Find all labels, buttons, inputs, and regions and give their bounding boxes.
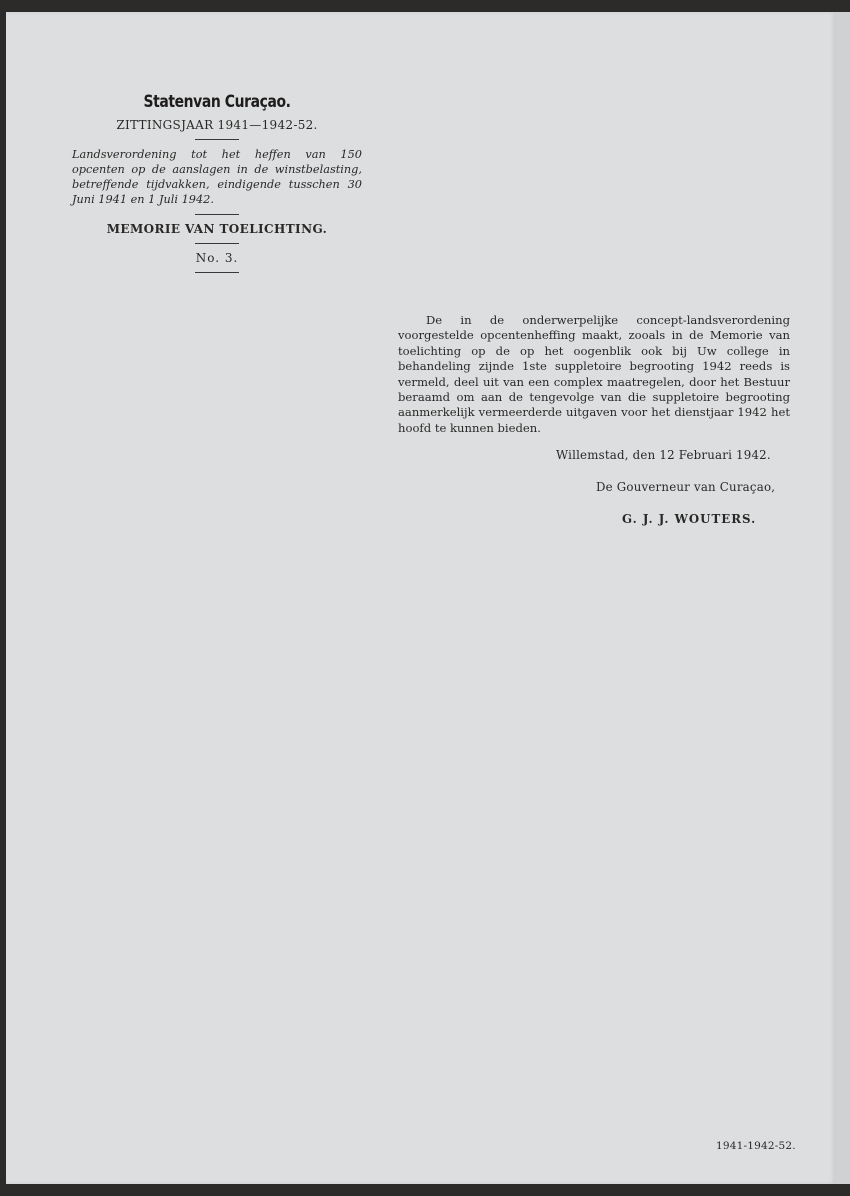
divider: [195, 139, 239, 140]
divider: [195, 272, 239, 273]
assembly-name: Statenvan Curaçao.: [143, 92, 291, 112]
divider: [195, 214, 239, 215]
place-date: Willemstad, den 12 Februari 1942.: [556, 448, 771, 462]
session-year: ZITTINGSJAAR 1941—1942-52.: [116, 118, 318, 132]
footer-code: 1941-1942-52.: [716, 1140, 796, 1152]
divider: [195, 243, 239, 244]
signature-name: G. J. J. WOUTERS.: [622, 512, 757, 526]
governor-title: De Gouverneur van Curaçao,: [596, 480, 776, 494]
memo-title: MEMORIE VAN TOELICHTING.: [106, 222, 328, 236]
body-text: [398, 313, 790, 436]
page-edge: [836, 12, 850, 1184]
document-number: No. 3.: [195, 251, 239, 265]
body-paragraph: De in de onderwerpelijke concept-landsverordening voorgestelde opcentenheffing maakt, zooals in de Memorie van toelichting op de op het oogenblik ook bij Uw college in behandeling zijnde 1ste suppletoire begrooting 1942 reeds is vermeld, deel uit van een complex maatregelen, door het Bestuur beraamd om aan de tengevolge van die suppletoire begrooting aanmerkelijk vermeerderde uitgaven voor het dienstjaar 1942 het hoofd te kunnen bieden.: [398, 313, 790, 435]
document-header: [66, 92, 368, 280]
subject-title: Landsverordening tot het heffen van 150 opcenten op de aanslagen in de winstbelasting, betreffende tijdvakken, eindigende tusschen 30 Juni 1941 en 1 Juli 1942.: [72, 148, 362, 206]
